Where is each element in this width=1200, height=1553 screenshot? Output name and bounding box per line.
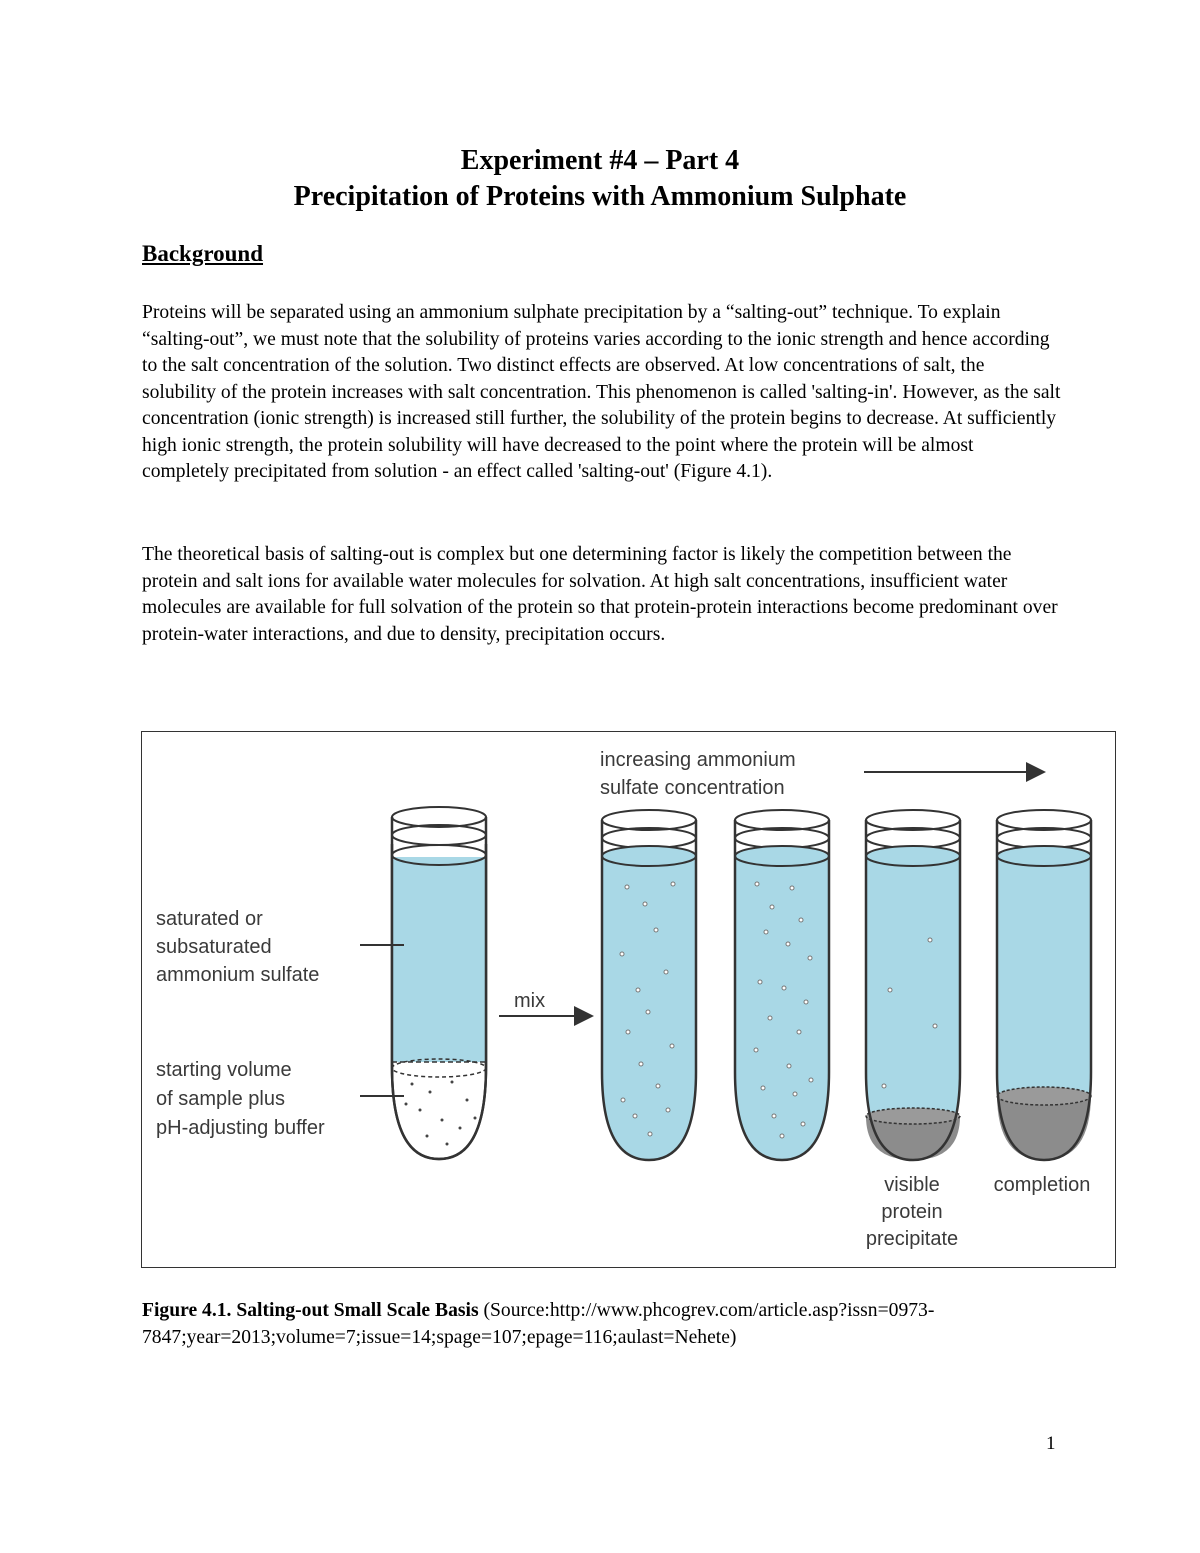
label-completion: completion bbox=[993, 1174, 1091, 1196]
figure-diagram bbox=[142, 732, 1117, 1269]
paragraph-theoretical-basis: The theoretical basis of salting-out is complex but one determining factor is likely the competition between the protein and salt ions for available water molecules for solvation. At high salt concentrations, insufficient water molecules are available for full solvation of the protein so that protein-protein interactions become predominant over protein-water interactions, and due to density, precipitation occurs. bbox=[142, 544, 1058, 645]
label-increasing-2: sulfate concentration bbox=[600, 777, 785, 799]
page-number: 1 bbox=[1046, 1433, 1056, 1454]
figure-caption bbox=[142, 1297, 1062, 1351]
label-starting-1: starting volume bbox=[156, 1059, 292, 1081]
label-visible-3: precipitate bbox=[865, 1228, 959, 1250]
tube-initial bbox=[392, 807, 486, 1159]
tube-mixed-1 bbox=[602, 810, 696, 1160]
caption-source: (Source:http://www.phcogrev.com/article.asp?issn=0973-7847;year=2013;volume=7;issue=14;spage=107;epage=116;aulast=Nehete) bbox=[142, 1300, 935, 1348]
label-increasing-1: increasing ammonium bbox=[600, 749, 796, 771]
label-visible-1: visible bbox=[884, 1174, 940, 1196]
label-saturated-3: ammonium sulfate bbox=[156, 964, 320, 986]
label-saturated-2: subsaturated bbox=[156, 936, 272, 958]
paragraph-salting-out: Proteins will be separated using an ammonium sulphate precipitation by a “salting-out” technique. To explain “salting-out”, we must note that the solubility of proteins varies according to the ionic strength and hence according to the salt concentration of the solution. Two distinct effects are observed. At low concentrations of salt, the solubility of the protein increases with salt concentration. This phenomenon is called 'salting-in'. However, as the salt concentration (ionic strength) is increased still further, the solubility of the protein begins to decrease. At sufficiently high ionic strength, the protein solubility will have decreased to the point where the protein will be almost completely precipitated from solution - an effect called 'salting-out' (Figure 4.1). bbox=[142, 302, 1061, 482]
page-subtitle: Precipitation of Proteins with Ammonium Sulphate bbox=[293, 181, 907, 212]
label-saturated-1: saturated or bbox=[156, 908, 263, 930]
figure-salting-out bbox=[141, 731, 1116, 1268]
label-starting-3: pH-adjusting buffer bbox=[156, 1117, 325, 1139]
page-title: Experiment #4 – Part 4 bbox=[460, 145, 740, 176]
label-starting-2: of sample plus bbox=[156, 1088, 285, 1110]
tube-completion bbox=[997, 810, 1091, 1160]
tube-visible-precipitate bbox=[866, 810, 960, 1160]
caption-title: Figure 4.1. Salting-out Small Scale Basis bbox=[142, 1300, 479, 1321]
label-mix: mix bbox=[514, 990, 546, 1012]
section-heading-background: Background bbox=[142, 241, 264, 266]
label-visible-2: protein bbox=[881, 1201, 943, 1223]
tube-mixed-2 bbox=[735, 810, 829, 1160]
